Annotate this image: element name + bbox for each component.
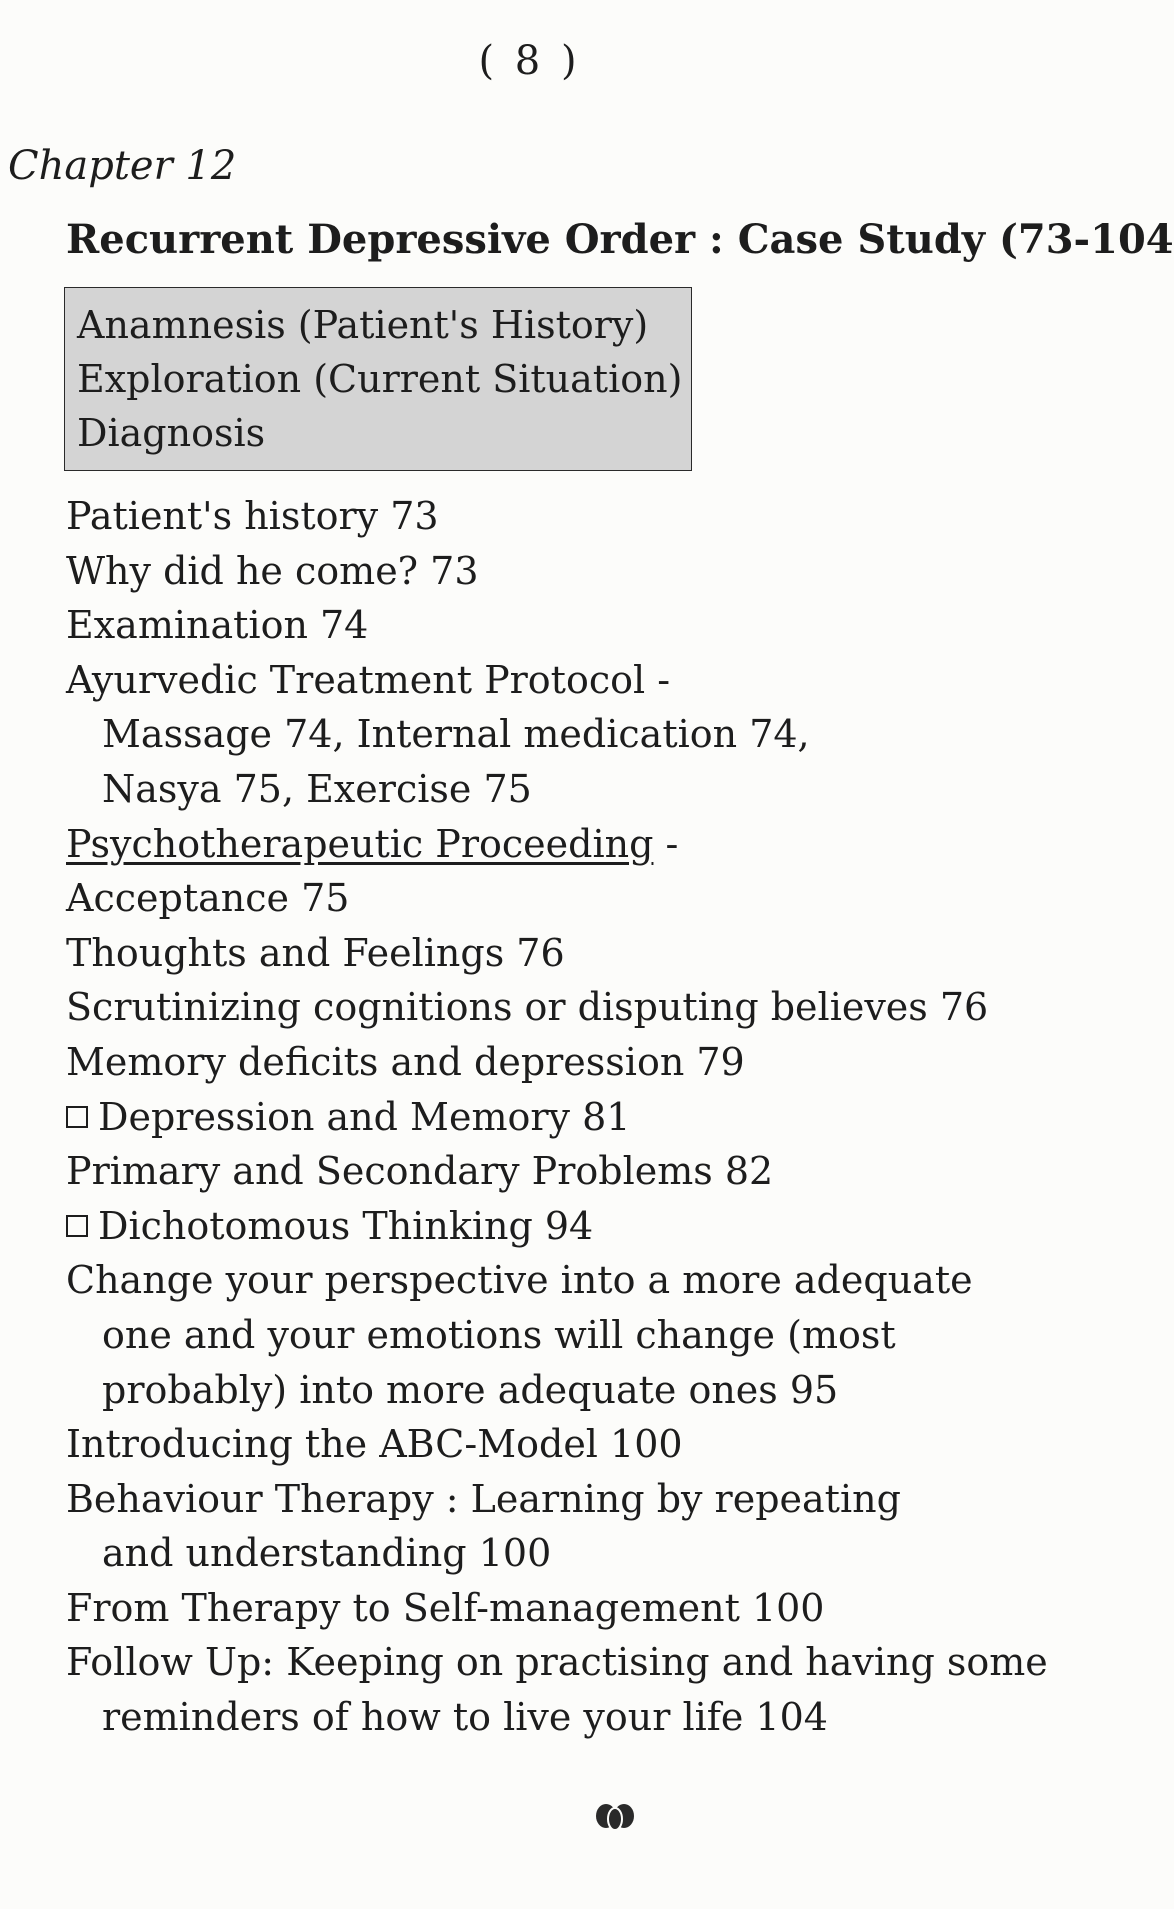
toc-entry: Scrutinizing cognitions or disputing believes 76 <box>66 985 989 1030</box>
toc-entry: Ayurvedic Treatment Protocol - <box>66 657 671 702</box>
leaf-ornament-icon <box>592 1802 638 1832</box>
toc-section-heading-text: Psychotherapeutic Proceeding <box>66 821 654 866</box>
toc-entry: Examination 74 <box>66 603 369 648</box>
toc-entry-continuation: Massage 74, Internal medication 74, <box>102 712 810 757</box>
summary-box <box>64 287 692 471</box>
toc-entry-bulleted <box>66 1199 1056 1254</box>
toc-entry: Primary and Secondary Problems 82 <box>66 1149 774 1194</box>
square-bullet-icon <box>66 1106 88 1128</box>
chapter-title: Recurrent Depressive Order : Case Study (73-104 <box>66 216 1174 263</box>
toc-entry: Introducing the ABC-Model 100 <box>66 1422 683 1467</box>
toc-entry: Acceptance 75 <box>66 876 350 921</box>
toc-entry: Thoughts and Feelings 76 <box>66 930 565 975</box>
summary-line-anamnesis: Anamnesis (Patient's History) <box>77 303 649 347</box>
toc-entry: From Therapy to Self-management 100 <box>66 1585 825 1630</box>
summary-line-diagnosis: Diagnosis <box>77 411 266 455</box>
table-of-contents <box>66 489 1056 1745</box>
toc-entry-continuation: one and your emotions will change (most <box>102 1312 896 1357</box>
toc-entry: Behaviour Therapy : Learning by repeating <box>66 1476 901 1521</box>
summary-line-exploration: Exploration (Current Situation) <box>77 357 683 401</box>
toc-entry: Why did he come? 73 <box>66 548 479 593</box>
toc-entry-continuation: probably) into more adequate ones 95 <box>102 1367 839 1412</box>
square-bullet-icon <box>66 1215 88 1237</box>
toc-entry-continuation: Nasya 75, Exercise 75 <box>102 766 532 811</box>
chapter-label: Chapter 12 <box>8 143 237 189</box>
toc-entry-bulleted <box>66 1090 1056 1145</box>
toc-entry-text: Dichotomous Thinking 94 <box>98 1203 594 1248</box>
toc-section-heading: Psychotherapeutic Proceeding - <box>66 821 679 866</box>
toc-entry: Follow Up: Keeping on practising and having some <box>66 1640 1048 1685</box>
toc-entry-text: Depression and Memory 81 <box>98 1094 631 1139</box>
toc-entry-continuation: reminders of how to live your life 104 <box>102 1695 828 1740</box>
toc-entry: Patient's history 73 <box>66 494 439 538</box>
toc-entry: Memory deficits and depression 79 <box>66 1039 745 1084</box>
toc-entry: Change your perspective into a more adequate <box>66 1258 973 1303</box>
toc-entry-continuation: and understanding 100 <box>102 1531 552 1576</box>
page-number: ( 8 ) <box>478 38 581 84</box>
